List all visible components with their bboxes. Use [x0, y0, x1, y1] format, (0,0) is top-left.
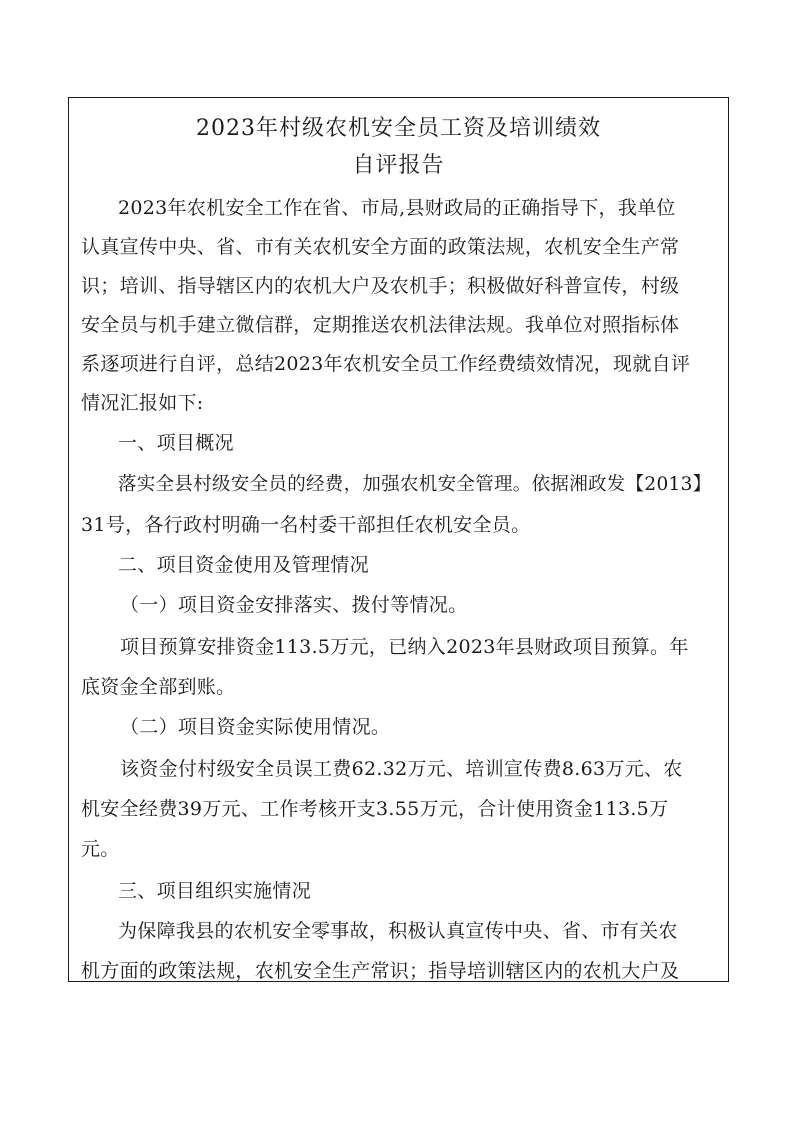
section-2-sub-2-line-2: 机安全经费39万元、工作考核开支3.55万元，合计使用资金113.5万 [81, 798, 669, 820]
intro-line-6: 情况汇报如下: [81, 392, 204, 414]
intro-line-3: 识；培训、指导辖区内的农机大户及农机手；积极做好科普宣传，村级 [81, 275, 680, 297]
report-title-line-1: 2023年村级农机安全员工资及培训绩效 [196, 116, 601, 141]
section-3-line-2: 机方面的政策法规，农机安全生产常识；指导培训辖区内的农机大户及 [81, 960, 680, 982]
section-2-sub-1-heading: （一）项目资金安排落实、拨付等情况。 [120, 594, 468, 616]
intro-line-1: 2023年农机安全工作在省、市局,县财政局的正确指导下，我单位 [118, 197, 676, 219]
section-2-sub-2-line-3: 元。 [81, 838, 120, 860]
section-2-heading: 二、项目资金使用及管理情况 [118, 554, 369, 576]
section-1-heading: 一、项目概况 [118, 432, 234, 454]
section-3-heading: 三、项目组织实施情况 [118, 880, 312, 902]
section-2-sub-1-line-1: 项目预算安排资金113.5万元，已纳入2023年县财政项目预算。年 [120, 636, 689, 658]
section-2-sub-2-line-1: 该资金付村级安全员误工费62.32万元、培训宣传费8.63万元、农 [120, 758, 683, 780]
section-1-line-2: 31号，各行政村明确一名村委干部担任农机安全员。 [81, 514, 531, 536]
section-2-sub-2-heading: （二）项目资金实际使用情况。 [120, 716, 391, 738]
intro-line-5: 系逐项进行自评，总结2023年农机安全员工作经费绩效情况，现就自评 [81, 353, 691, 375]
report-title-line-2: 自评报告 [352, 153, 445, 178]
section-1-line-1: 落实全县村级安全员的经费，加强农机安全管理。依据湘政发【2013】 [118, 474, 712, 495]
section-3-line-1: 为保障我县的农机安全零事故，积极认真宣传中央、省、市有关农 [118, 920, 678, 942]
intro-line-2: 认真宣传中央、省、市有关农机安全方面的政策法规，农机安全生产常 [81, 236, 680, 258]
section-2-sub-1-line-2: 底资金全部到账。 [81, 676, 236, 698]
intro-line-4: 安全员与机手建立微信群，定期推送农机法律法规。我单位对照指标体 [81, 314, 680, 336]
